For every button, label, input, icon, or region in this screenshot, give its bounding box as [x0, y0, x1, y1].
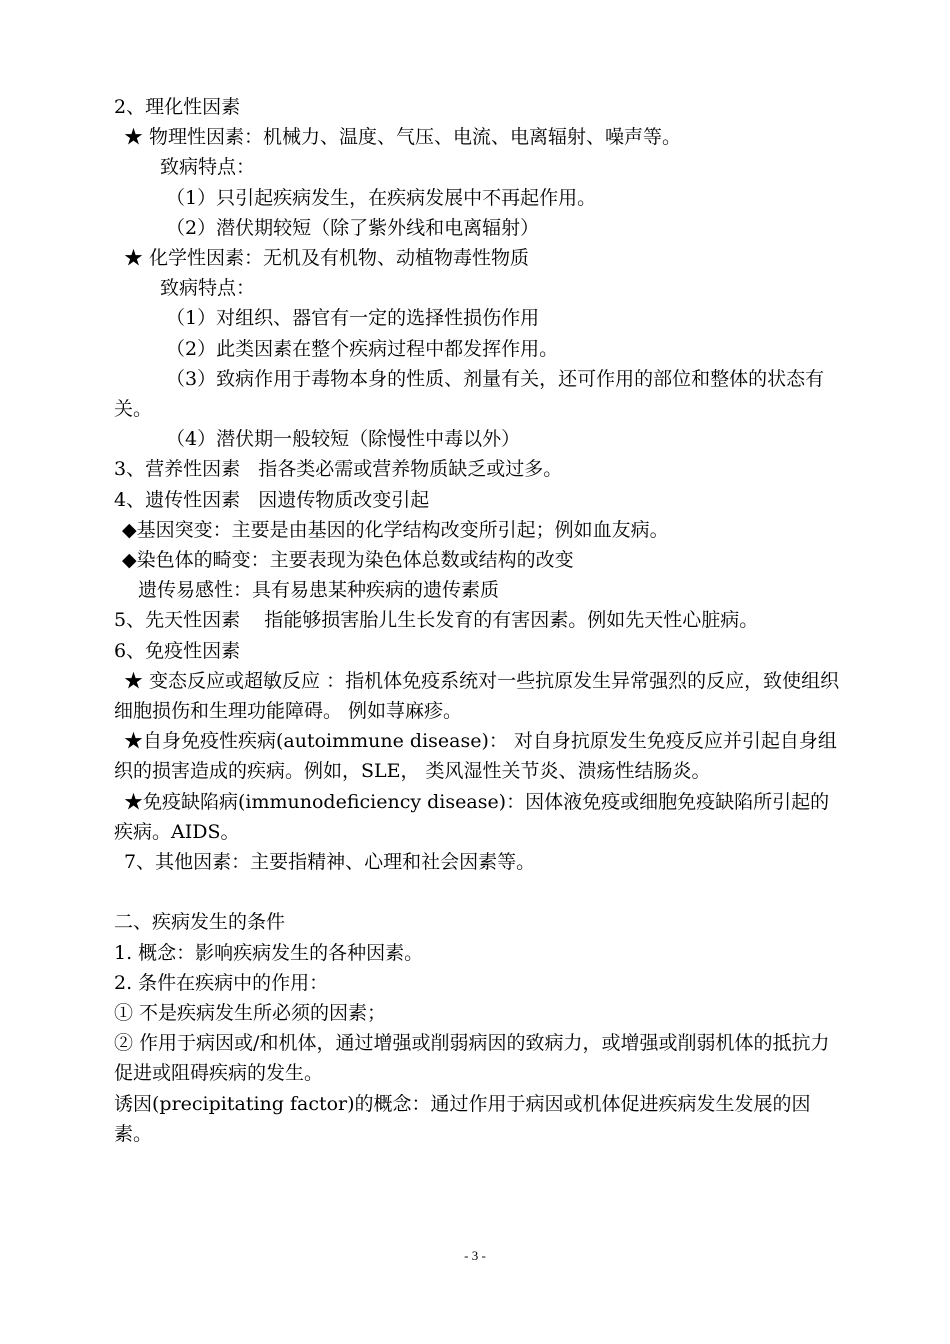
heading-other-factors: 7、其他因素：主要指精神、心理和社会因素等。	[124, 851, 536, 874]
list-item: （1）只引起疾病发生，在疾病发展中不再起作用。	[166, 186, 597, 209]
bullet-chromosome-aberration: ◆染色体的畸变：主要表现为染色体总数或结构的改变	[122, 549, 574, 572]
bullet-autoimmune: ★自身免疫性疾病(autoimmune disease)： 对自身抗原发生免疫反应并引起自身组织的损害造成的疾病。例如，SLE， 类风湿性关节炎、溃疡性结肠炎。	[114, 730, 837, 783]
list-item: （1）对组织、器官有一定的选择性损伤作用	[166, 307, 540, 330]
concept-item: 1. 概念：影响疾病发生的各种因素。	[114, 941, 424, 964]
precipitating-factor-definition: 诱因(precipitating factor)的概念：通过作用于病因或机体促进疾病发生发展的因素。	[114, 1092, 811, 1145]
bullet-physical-factors: ★ 物理性因素：机械力、温度、气压、电流、电离辐射、噪声等。	[124, 126, 682, 149]
bullet-chemical-factors: ★ 化学性因素：无机及有机物、动植物毒性物质	[124, 247, 530, 270]
bullet-gene-mutation: ◆基因突变：主要是由基因的化学结构改变所引起；例如血友病。	[122, 518, 669, 541]
heading-physicochemical: 2、理化性因素	[114, 96, 241, 118]
label-pathogenic-features: 致病特点：	[160, 277, 256, 300]
section-title-conditions: 二、疾病发生的条件	[114, 911, 286, 934]
page-number: - 3 -	[464, 1248, 486, 1263]
spacer	[114, 877, 840, 907]
bullet-immunodeficiency: ★免疫缺陷病(immunodeficiency disease)：因体液免疫或细胞免疫缺陷所引起的疾病。AIDS。	[114, 790, 830, 843]
genetic-susceptibility: 遗传易感性：具有易患某种疾病的遗传素质	[138, 579, 500, 602]
role-item: 2. 条件在疾病中的作用：	[114, 971, 329, 994]
heading-genetic: 4、遗传性因素 因遗传物质改变引起	[114, 488, 430, 511]
list-item: ① 不是疾病发生所必须的因素；	[114, 1002, 387, 1025]
heading-immune: 6、免疫性因素	[114, 639, 241, 662]
list-item: （4）潜伏期一般较短（除慢性中毒以外）	[166, 428, 521, 451]
heading-congenital: 5、先天性因素 指能够损害胎儿生长发育的有害因素。例如先天性心脏病。	[114, 609, 759, 632]
list-item: （3）致病作用于毒物本身的性质、剂量有关，还可作用的部位和整体的状态有关。	[114, 367, 825, 421]
document-body	[114, 92, 840, 1149]
list-item: ② 作用于病因或/和机体，通过增强或削弱病因的致病力，或增强或削弱机体的抵抗力促进或阻碍疾病的发生。	[114, 1032, 830, 1085]
bullet-hypersensitivity: ★ 变态反应或超敏反应 ：指机体免疫系统对一些抗原发生异常强烈的反应，致使组织细胞损伤和生理功能障碍。 例如荨麻疹。	[114, 669, 840, 723]
heading-nutritional: 3、营养性因素 指各类必需或营养物质缺乏或过多。	[114, 458, 563, 481]
label-pathogenic-features: 致病特点：	[160, 156, 256, 179]
list-item: （2）潜伏期较短（除了紫外线和电离辐射）	[166, 216, 540, 239]
list-item: （2）此类因素在整个疾病过程中都发挥作用。	[166, 337, 559, 360]
